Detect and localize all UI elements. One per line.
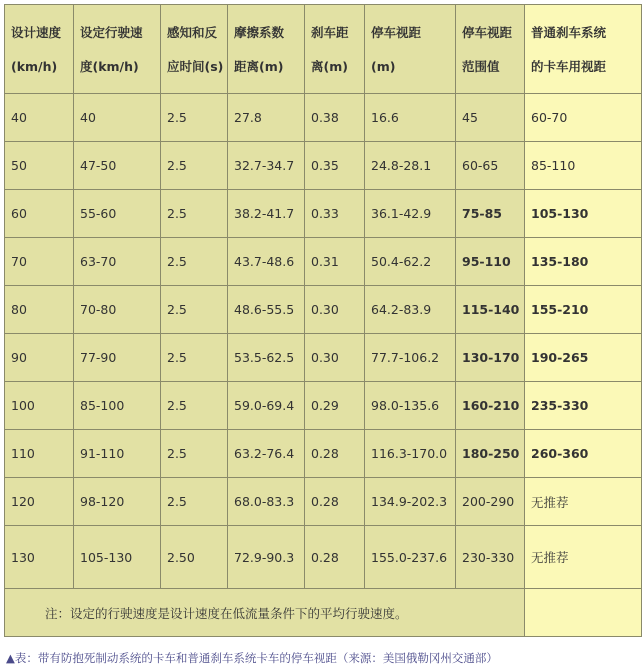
column-header <box>305 5 365 94</box>
table-cell: 16.6 <box>365 94 456 142</box>
table-cell: 48.6-55.5 <box>228 286 305 334</box>
table-cell: 105-130 <box>74 526 161 589</box>
table-cell: 40 <box>74 94 161 142</box>
column-header <box>525 5 642 94</box>
column-header <box>456 5 525 94</box>
column-header-line: 停车视距 <box>371 25 422 40</box>
column-header-line: 应时间(s) <box>167 59 224 74</box>
table-cell: 85-110 <box>525 142 642 190</box>
table-cell: 63-70 <box>74 238 161 286</box>
table-cell: 50.4-62.2 <box>365 238 456 286</box>
table-cell: 40 <box>5 94 74 142</box>
table-cell: 115-140 <box>456 286 525 334</box>
table-cell: 68.0-83.3 <box>228 478 305 526</box>
column-header-line: 普通刹车系统 <box>531 25 607 40</box>
table-cell: 24.8-28.1 <box>365 142 456 190</box>
table-cell: 60-65 <box>456 142 525 190</box>
note-empty-cell <box>525 589 642 637</box>
table-cell: 0.30 <box>305 334 365 382</box>
table-row <box>5 238 642 286</box>
table-cell: 27.8 <box>228 94 305 142</box>
table-cell: 155.0-237.6 <box>365 526 456 589</box>
table-row <box>5 382 642 430</box>
table-caption: ▲表：带有防抱死制动系统的卡车和普通刹车系统卡车的停车视距（来源：美国俄勒冈州交通部） <box>6 651 498 665</box>
table-cell: 135-180 <box>525 238 642 286</box>
table-cell: 0.29 <box>305 382 365 430</box>
column-header <box>228 5 305 94</box>
table-cell: 200-290 <box>456 478 525 526</box>
column-header-line: 设计速度 <box>11 25 62 40</box>
table-body <box>5 94 642 637</box>
table-cell: 无推荐 <box>525 478 642 526</box>
table-cell: 0.28 <box>305 526 365 589</box>
column-header-line: 摩擦系数 <box>234 25 285 40</box>
table-cell: 98-120 <box>74 478 161 526</box>
column-header-line: 度(km/h) <box>80 59 139 74</box>
table-cell: 38.2-41.7 <box>228 190 305 238</box>
table-cell: 230-330 <box>456 526 525 589</box>
column-header-line: 刹车距 <box>311 25 349 40</box>
table-cell: 120 <box>5 478 74 526</box>
table-cell: 105-130 <box>525 190 642 238</box>
column-header <box>74 5 161 94</box>
stopping-distance-table-container <box>4 4 641 665</box>
table-row <box>5 526 642 589</box>
table-cell: 50 <box>5 142 74 190</box>
table-cell: 235-330 <box>525 382 642 430</box>
table-cell: 60-70 <box>525 94 642 142</box>
table-cell: 无推荐 <box>525 526 642 589</box>
table-cell: 130 <box>5 526 74 589</box>
column-header-line: 离(m) <box>311 59 348 74</box>
column-header-line: 停车视距 <box>462 25 513 40</box>
table-cell: 0.31 <box>305 238 365 286</box>
column-header-line: (km/h) <box>11 59 58 74</box>
table-cell: 98.0-135.6 <box>365 382 456 430</box>
table-cell: 2.5 <box>161 334 228 382</box>
table-cell: 0.28 <box>305 430 365 478</box>
column-header <box>161 5 228 94</box>
table-cell: 53.5-62.5 <box>228 334 305 382</box>
column-header-line: 的卡车用视距 <box>531 59 607 74</box>
table-cell: 130-170 <box>456 334 525 382</box>
table-cell: 2.5 <box>161 382 228 430</box>
table-row <box>5 94 642 142</box>
table-cell: 116.3-170.0 <box>365 430 456 478</box>
table-cell: 77.7-106.2 <box>365 334 456 382</box>
table-cell: 0.33 <box>305 190 365 238</box>
table-cell: 2.5 <box>161 478 228 526</box>
table-cell: 90 <box>5 334 74 382</box>
table-cell: 2.5 <box>161 238 228 286</box>
table-cell: 85-100 <box>74 382 161 430</box>
column-header <box>365 5 456 94</box>
table-cell: 63.2-76.4 <box>228 430 305 478</box>
table-cell: 43.7-48.6 <box>228 238 305 286</box>
table-cell: 91-110 <box>74 430 161 478</box>
table-cell: 155-210 <box>525 286 642 334</box>
table-cell: 180-250 <box>456 430 525 478</box>
note-row <box>5 589 642 637</box>
table-cell: 64.2-83.9 <box>365 286 456 334</box>
table-cell: 36.1-42.9 <box>365 190 456 238</box>
table-cell: 59.0-69.4 <box>228 382 305 430</box>
column-header-line: 感知和反 <box>167 25 218 40</box>
column-header-line: 范围值 <box>462 59 500 74</box>
table-cell: 0.30 <box>305 286 365 334</box>
table-cell: 110 <box>5 430 74 478</box>
table-cell: 75-85 <box>456 190 525 238</box>
table-row <box>5 478 642 526</box>
stopping-distance-table <box>4 4 642 637</box>
table-cell: 70 <box>5 238 74 286</box>
table-row <box>5 190 642 238</box>
table-cell: 2.5 <box>161 286 228 334</box>
table-cell: 2.5 <box>161 94 228 142</box>
table-cell: 0.38 <box>305 94 365 142</box>
table-cell: 260-360 <box>525 430 642 478</box>
table-cell: 70-80 <box>74 286 161 334</box>
column-header <box>5 5 74 94</box>
table-cell: 160-210 <box>456 382 525 430</box>
table-cell: 32.7-34.7 <box>228 142 305 190</box>
table-cell: 80 <box>5 286 74 334</box>
table-cell: 95-110 <box>456 238 525 286</box>
table-cell: 60 <box>5 190 74 238</box>
table-cell: 72.9-90.3 <box>228 526 305 589</box>
table-cell: 0.28 <box>305 478 365 526</box>
table-cell: 190-265 <box>525 334 642 382</box>
header-row <box>5 5 642 94</box>
table-cell: 2.5 <box>161 190 228 238</box>
column-header-line: (m) <box>371 59 396 74</box>
column-header-line: 设定行驶速 <box>80 25 143 40</box>
table-cell: 55-60 <box>74 190 161 238</box>
table-row <box>5 286 642 334</box>
table-row <box>5 142 642 190</box>
table-cell: 45 <box>456 94 525 142</box>
table-cell: 47-50 <box>74 142 161 190</box>
table-cell: 2.5 <box>161 430 228 478</box>
table-cell: 100 <box>5 382 74 430</box>
table-row <box>5 430 642 478</box>
table-cell: 134.9-202.3 <box>365 478 456 526</box>
table-note: 注：设定的行驶速度是设计速度在低流量条件下的平均行驶速度。 <box>5 589 525 637</box>
column-header-line: 距离(m) <box>234 59 284 74</box>
table-cell: 77-90 <box>74 334 161 382</box>
table-cell: 0.35 <box>305 142 365 190</box>
table-cell: 2.50 <box>161 526 228 589</box>
table-cell: 2.5 <box>161 142 228 190</box>
table-row <box>5 334 642 382</box>
